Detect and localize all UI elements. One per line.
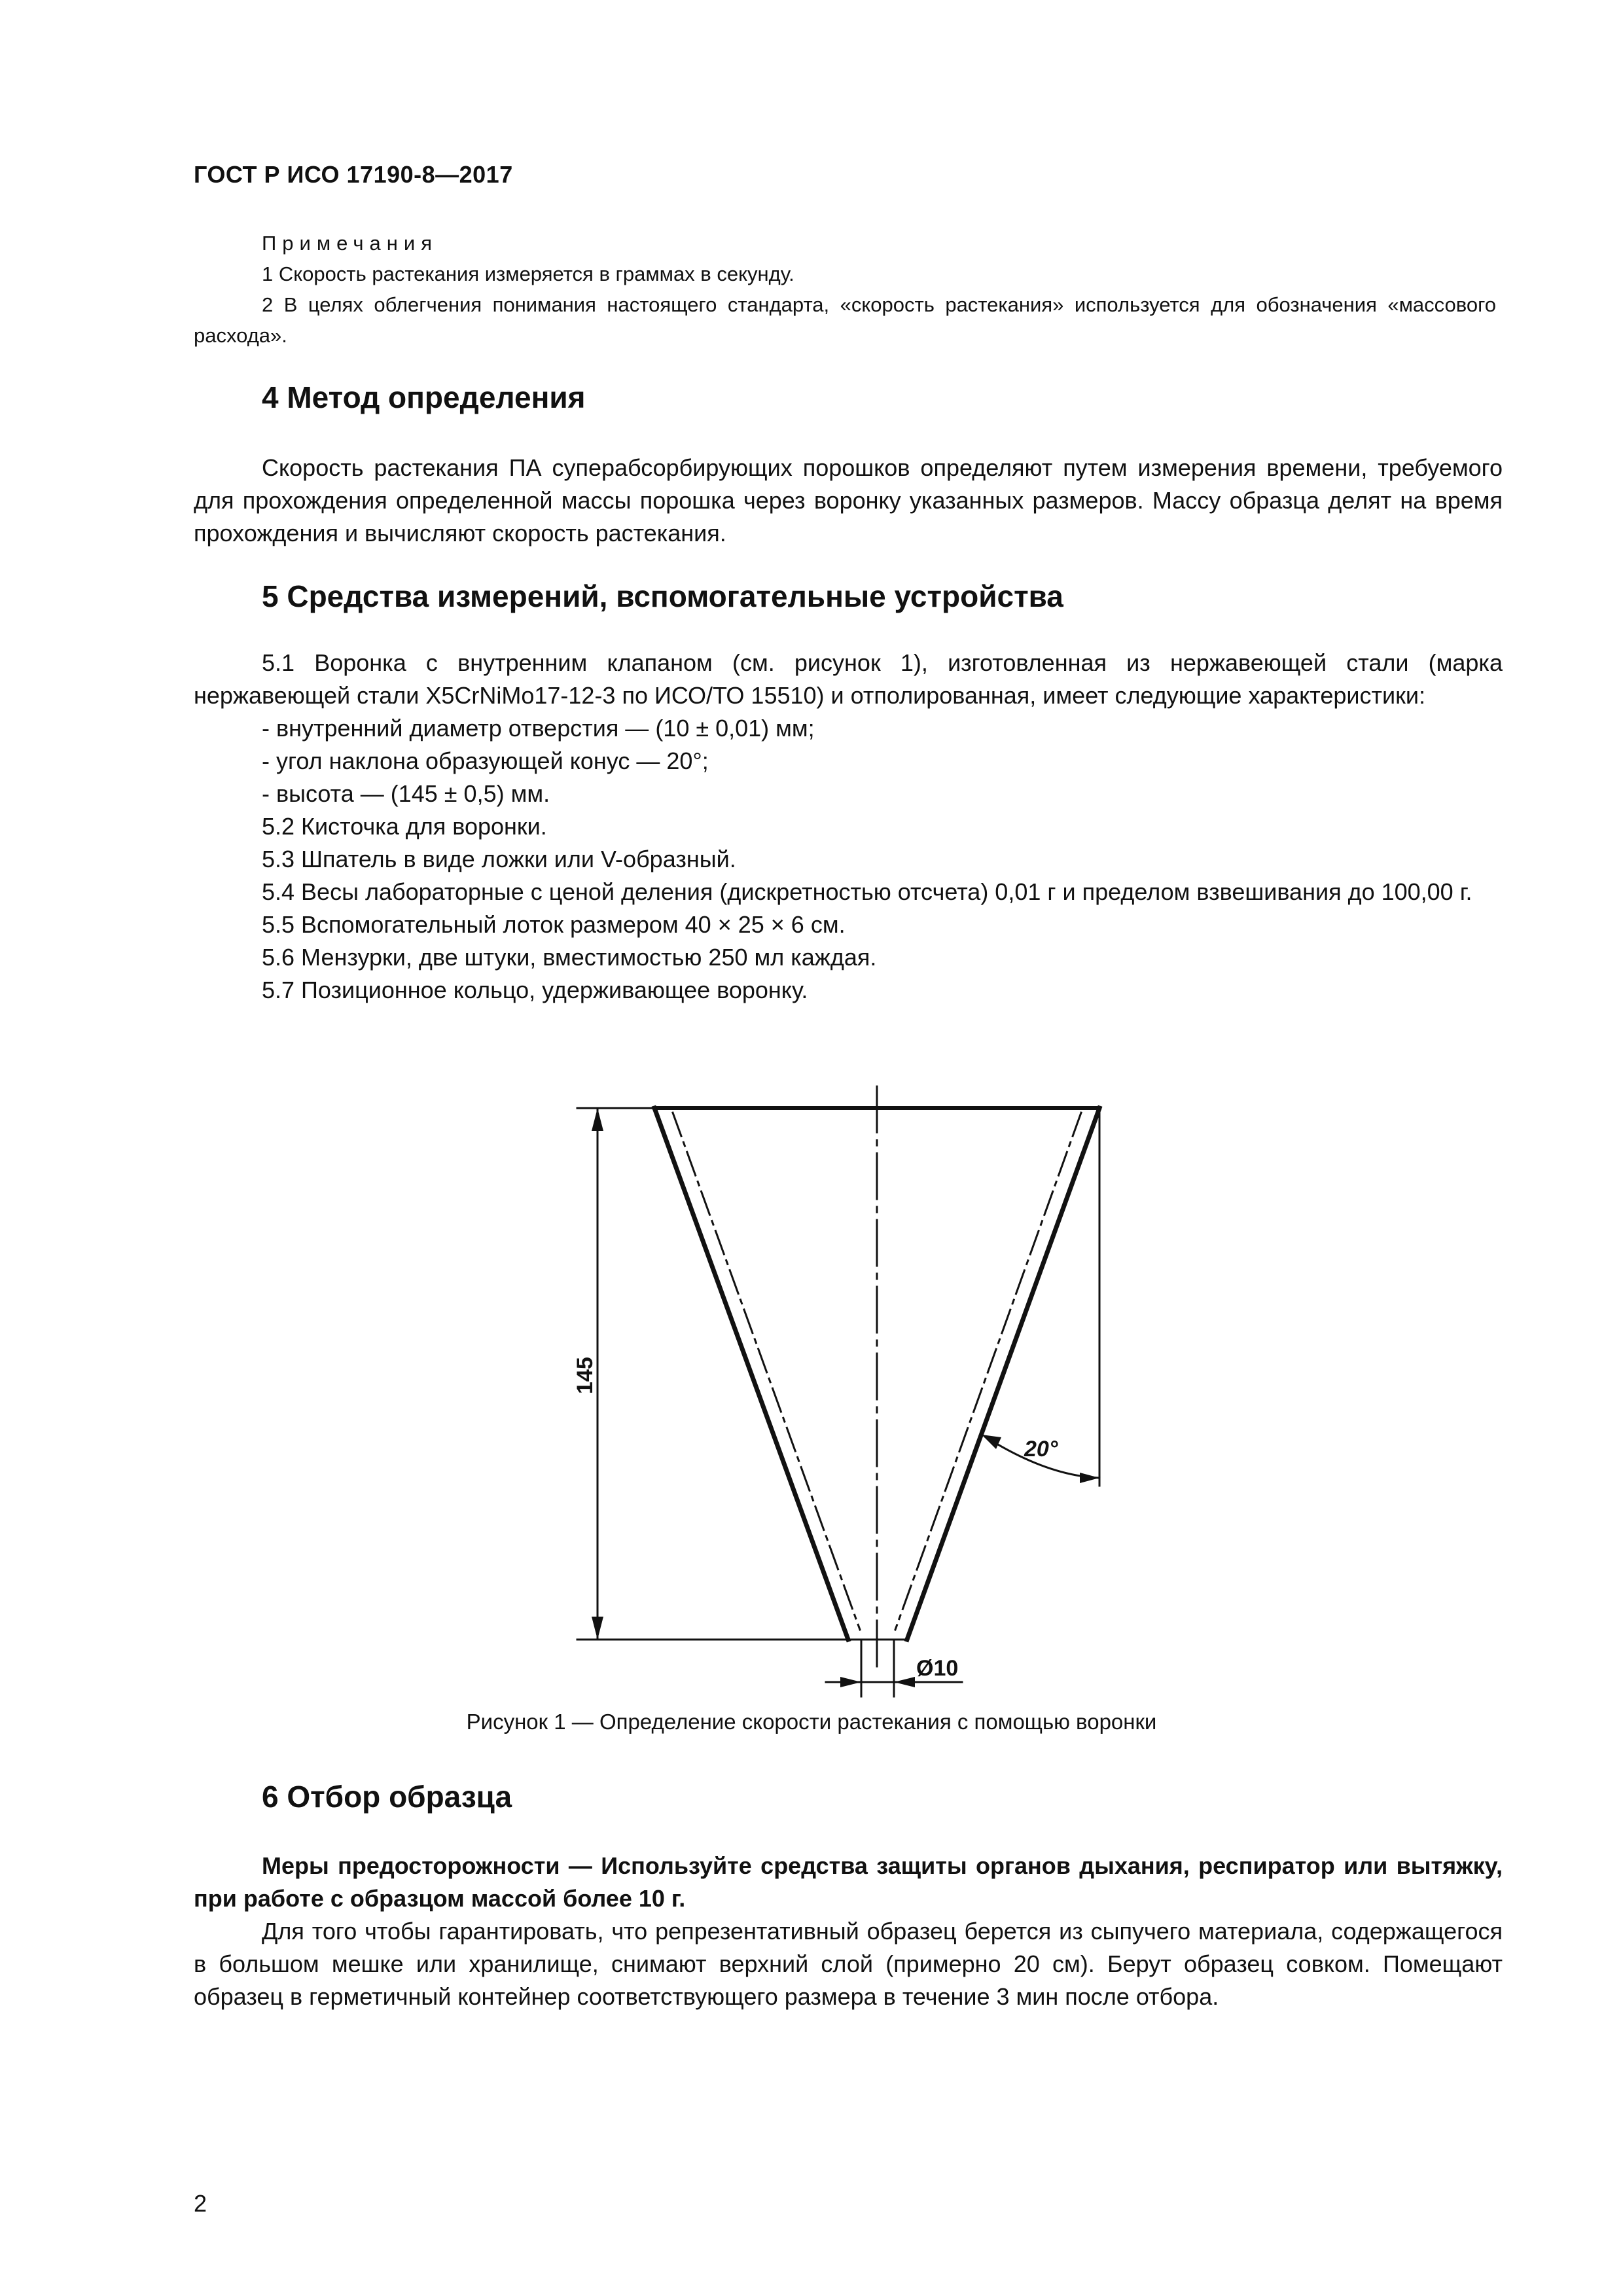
section-6-heading: 6 Отбор образца — [262, 1780, 512, 1814]
para-5-1: 5.1 Воронка с внутренним клапаном (см. рисунок 1), изготовленная из нержавеющей стали (марка нержавеющей стали X5CrNiMo17-12-3 по ИСО/ТО 15510) и отполированная, имеет следующие характеристики: — [194, 649, 1503, 709]
funnel-left-wall — [654, 1108, 848, 1640]
diameter-label: Ø10 — [916, 1656, 959, 1681]
funnel-right-wall — [907, 1108, 1099, 1640]
angle-arrow-left — [982, 1435, 1001, 1449]
page-number: 2 — [194, 2190, 207, 2217]
note-2: 2 В целях облегчения понимания настоящего стандарта, «скорость растекания» используется для обозначения «массового расхода». — [194, 293, 1496, 347]
angle-label: 20° — [1024, 1437, 1058, 1462]
height-arrow-bottom — [592, 1617, 603, 1640]
para-5-2: 5.2 Кисточка для воронки. — [262, 813, 547, 840]
section-6-text: Для того чтобы гарантировать, что репрезентативный образец берется из сыпучего материала, содержащегося в большом мешке или хранилище, снимают верхний слой (примерно 20 см). Берут образец совком. Помещают образец в герметичный контейнер соответствующего размера в течение 3 мин после отбора. — [194, 1918, 1503, 2010]
bullet-diameter: - внутренний диаметр отверстия — (10 ± 0,01) мм; — [262, 715, 815, 742]
height-arrow-top — [592, 1108, 603, 1131]
angle-arrow-right — [1080, 1473, 1099, 1483]
bullet-angle: - угол наклона образующей конус — 20°; — [262, 747, 709, 774]
section-4-heading: 4 Метод определения — [262, 380, 586, 414]
para-5-6: 5.6 Мензурки, две штуки, вместимостью 250 мл каждая. — [262, 944, 877, 971]
section-6-body — [194, 1850, 1503, 2013]
safety-warning: Меры предосторожности — Используйте средства защиты органов дыхания, респиратор или вытяжку, при работе с образцом массой более 10 г. — [194, 1852, 1503, 1912]
diameter-arrow-right — [894, 1677, 915, 1687]
para-5-7: 5.7 Позиционное кольцо, удерживающее воронку. — [262, 977, 808, 1003]
diameter-arrow-left — [840, 1677, 861, 1687]
notes-title: Примечания — [262, 232, 438, 255]
figure-caption: Рисунок 1 — Определение скорости растекания с помощью воронки — [466, 1710, 1157, 1734]
document-header: ГОСТ Р ИСО 17190-8—2017 — [194, 161, 513, 188]
section-4-text: Скорость растекания ПА суперабсорбирующих порошков определяют путем измерения времени, требуемого для прохождения определенной массы порошка через воронку указанных размеров. Массу образца делят на время прохождения и вычисляют скорость растекания. — [194, 454, 1503, 547]
para-5-5: 5.5 Вспомогательный лоток размером 40 × 25 × 6 см. — [262, 911, 846, 938]
para-5-3: 5.3 Шпатель в виде ложки или V-образный. — [262, 846, 736, 872]
section-5-heading: 5 Средства измерений, вспомогательные устройства — [262, 579, 1063, 613]
para-5-4: 5.4 Весы лабораторные с ценой деления (дискретностью отсчета) 0,01 г и пределом взвешивания до 100,00 г. — [262, 878, 1472, 905]
note-1: 1 Скорость растекания измеряется в граммах в секунду. — [262, 262, 794, 285]
height-label: 145 — [573, 1357, 597, 1394]
bullet-height: - высота — (145 ± 0,5) мм. — [262, 780, 550, 807]
funnel-left-inner-line — [673, 1113, 860, 1630]
funnel-right-inner-line — [895, 1113, 1081, 1630]
